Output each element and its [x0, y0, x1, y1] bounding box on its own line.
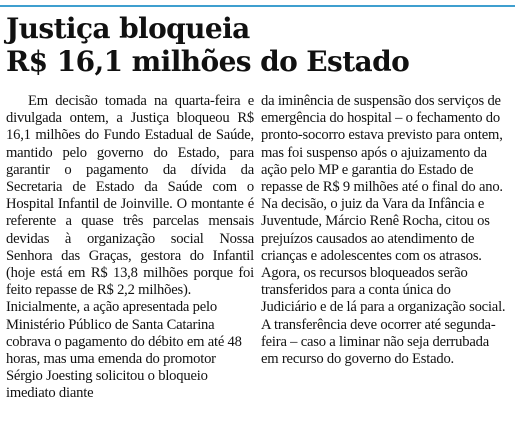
headline-line-2: R$ 16,1 milhões do Estado	[6, 45, 410, 78]
paragraph: Em decisão tomada na quarta-feira e divulgada ontem, a Justiça bloqueou R$ 16,1 milhões do Fundo Estadual de Saúde, mantido pelo governo do Estado, para garantir o pagamento da dívida da Secretaria de Estado da Saúde com o Hospital Infantil de Joinville. O montante é referente a quase três parcelas mensais devidas à organização social Nossa Senhora das Graças, gestora do Infantil (hoje está em R$ 13,8 milhões porque foi feito repasse de R$ 2,2 milhões).	[6, 93, 254, 299]
paragraph: Inicialmente, a ação apresentada pelo Ministério Público de Santa Catarina cobrava o pagamento do débito em até 48 horas, mas uma emenda do promotor Sérgio Joesting solicitou o bloqueio imediato diante	[6, 299, 242, 402]
headline	[6, 12, 511, 78]
headline-line-1: Justiça bloqueia	[6, 12, 250, 45]
article-column-1	[6, 93, 254, 441]
paragraph: da iminência de suspensão dos serviços de emergência do hospital – o fechamento do pronto-socorro estava previsto para ontem, mas foi suspenso após o ajuizamento da ação pelo MP e garantia do Estado de repasse de R$ 9 milhões até o final do ano. Na decisão, o juiz da Vara da Infância e Juventude, Márcio Renê Rocha, citou os prejuízos causados ao atendimento de crianças e adolescentes com os atrasos.	[261, 93, 503, 264]
paragraph: Agora, os recursos bloqueados serão transferidos para a conta única do Judiciário e de lá para a organização social. A transferência deve ocorrer até segunda-feira – caso a liminar não seja derrubada em recurso do governo do Estado.	[261, 265, 506, 368]
article-column-2	[261, 93, 509, 441]
article-body	[6, 93, 509, 441]
top-accent-rule	[0, 5, 515, 7]
